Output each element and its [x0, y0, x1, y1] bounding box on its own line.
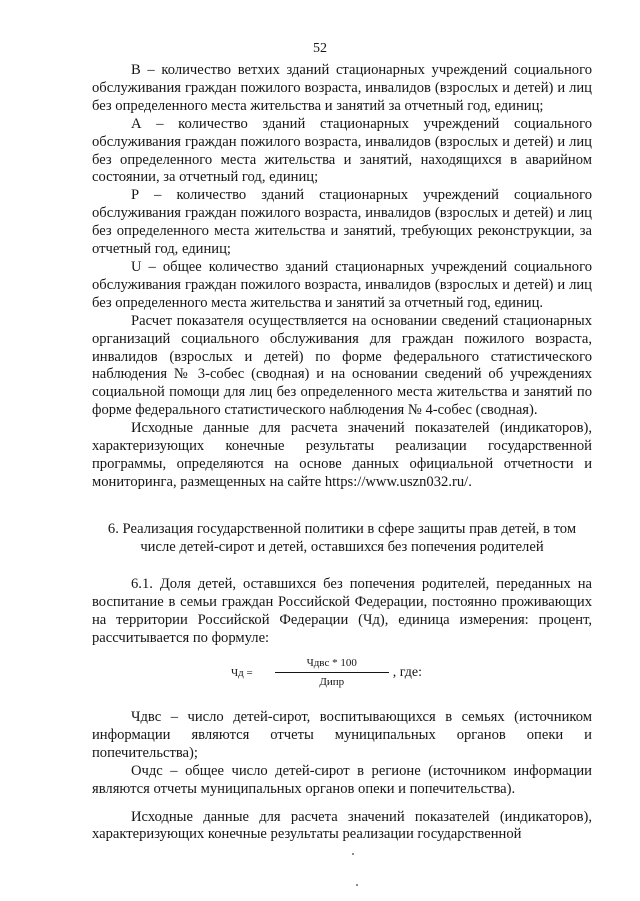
source-data-paragraph: Исходные данные для расчета значений показателей (индикаторов), характеризующих конечные результаты реализации государственной программы, определяются на основе данных официальной отчетности и мониторинга, размещенных на сайте https://www.uszn032.ru/.: [92, 420, 592, 490]
formula-denominator: Дипр: [319, 676, 345, 688]
definition-p: Р – количество зданий стационарных учреждений социального обслуживания граждан пожилого возраста, инвалидов (взрослых и детей) и лиц без определенного места жительства и занятий, требующих реконструкции, за отчетный год, единиц;: [92, 187, 592, 258]
indicator-6-1-paragraph: 6.1. Доля детей, оставшихся без попечения родителей, переданных на воспитание в семьи граждан Российской Федерации, постоянно проживающих на территории Российской Федерации (Чд), единица измерения: процент, рассчитывается по формуле:: [92, 576, 592, 646]
formula-fraction: [275, 656, 389, 689]
paragraph-gap: [92, 799, 592, 809]
variable-chdvs: Чдвс – число детей-сирот, воспитывающихся в семьях (источником информации являются отчеты муниципальных органов опеки и попечительства);: [92, 709, 592, 761]
formula-numerator: Чдвс * 100: [275, 656, 389, 673]
formula-tail: , где:: [392, 664, 422, 680]
formula-lhs: Чд =: [231, 666, 253, 679]
page-number: 52: [313, 41, 327, 56]
formula: [231, 656, 422, 689]
definition-v: В – количество ветхих зданий стационарных учреждений социального обслуживания граждан пожилого возраста, инвалидов (взрослых и детей) и лиц без определенного места жительства и занятий за отчетный год, единиц;: [92, 62, 592, 114]
calculation-basis-paragraph: Расчет показателя осуществляется на основании сведений стационарных организаций социального обслуживания для граждан пожилого возраста, инвалидов (взрослых и детей) по форме федерального статистического наблюдения № 3-собес (сводная) и на основании сведений об учреждениях социальной помощи для лиц без определенного места жительства и занятий по форме федерального статистического наблюдения № 4-собес (сводная).: [92, 312, 592, 419]
source-data-paragraph-2: Исходные данные для расчета значений показателей (индикаторов), характеризующих конечные результаты реализации государственной: [92, 808, 592, 843]
scan-speck: [356, 884, 358, 886]
definition-a: А – количество зданий стационарных учреждений социального обслуживания граждан пожилого возраста, инвалидов (взрослых и детей) и лиц без определенного места жительства и занятий, находящихся в аварийном состоянии, за отчетный год, единиц;: [92, 115, 592, 186]
section-heading-line-2: числе детей-сирот и детей, оставшихся без попечения родителей: [140, 538, 544, 555]
section-heading-line-1: 6. Реализация государственной политики в сфере защиты прав детей, в том: [107, 521, 577, 537]
scan-speck: [352, 853, 354, 855]
section-heading: [88, 521, 596, 557]
definition-u: U – общее количество зданий стационарных учреждений социального обслуживания граждан пожилого возраста, инвалидов (взрослых и детей) и лиц без определенного места жительства и занятий за отчетный год, единиц.: [92, 258, 592, 311]
indicator-6-1-paragraph-block: [92, 576, 592, 648]
formula-variables: [92, 709, 592, 844]
indicator-definitions: [92, 62, 592, 492]
variable-ochds: Очдс – общее число детей-сирот в регионе (источником информации являются отчеты муниципальных органов опеки и попечительства).: [92, 762, 592, 797]
